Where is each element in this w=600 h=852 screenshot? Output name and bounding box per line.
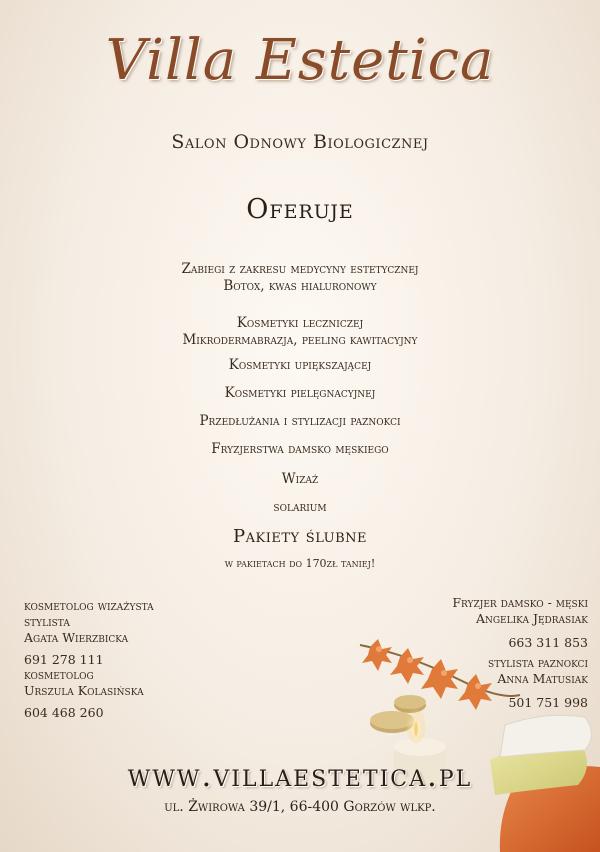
packages-title: Pakiety ślubne xyxy=(232,526,367,547)
contact-card xyxy=(452,595,588,651)
service-line: Botox, kwas hialuronowy xyxy=(223,278,377,294)
brand-tagline: Salon Odnowy Biologicznej xyxy=(171,131,429,153)
service-line: Fryzjerstwa damsko męskiego xyxy=(211,441,389,457)
website-link[interactable]: www.villaestetica.pl xyxy=(127,758,473,794)
service-item xyxy=(0,499,600,516)
offer-heading: Oferuje xyxy=(246,194,354,225)
service-item xyxy=(0,385,600,402)
contact-line: Agata Wierzbicka xyxy=(24,630,129,645)
service-item xyxy=(0,357,600,374)
contact-card xyxy=(24,598,154,668)
contact-line: Angelika Jędrasiak xyxy=(475,611,588,626)
contact-card xyxy=(24,667,144,721)
service-item xyxy=(0,261,600,295)
service-line: Mikrodermabrazja, peeling kawitacyjny xyxy=(182,332,418,348)
service-line: Kosmetyki leczniczej xyxy=(236,315,364,331)
contact-line: stylista paznokci xyxy=(488,655,588,670)
contact-phone: 663 311 853 xyxy=(508,635,588,650)
service-line: Kosmetyki pielęgnacyjnej xyxy=(224,385,376,401)
service-line: Przedłużania i stylizacji paznokci xyxy=(199,413,401,429)
contact-line: Anna Matusiak xyxy=(497,671,588,686)
contact-card xyxy=(488,655,588,711)
service-item xyxy=(0,315,600,349)
contact-line: kosmetolog wizażysta xyxy=(24,598,154,613)
contact-line: stylista xyxy=(24,614,70,629)
service-line: Wizaż xyxy=(281,471,319,487)
contact-line: kosmetolog xyxy=(24,667,94,682)
contact-line: Urszula Kolasińska xyxy=(24,683,144,698)
service-item xyxy=(0,441,600,458)
service-line: Kosmetyki upiększającej xyxy=(228,357,372,373)
contact-line: Fryzjer damsko - męski xyxy=(452,595,588,610)
brand-logo: Villa Estetica xyxy=(105,28,495,93)
service-line: Zabiegi z zakresu medycyny estetycznej xyxy=(181,261,419,277)
service-item xyxy=(0,413,600,430)
contact-phone: 691 278 111 xyxy=(24,652,104,667)
service-item xyxy=(0,471,600,488)
service-line: solarium xyxy=(273,499,327,515)
address: ul. Żwirowa 39/1, 66-400 Gorzów wlkp. xyxy=(164,799,436,815)
contact-phone: 604 468 260 xyxy=(24,705,104,720)
packages-note: w pakietach do 170zł taniej! xyxy=(224,557,376,570)
contact-phone: 501 751 998 xyxy=(508,695,588,710)
